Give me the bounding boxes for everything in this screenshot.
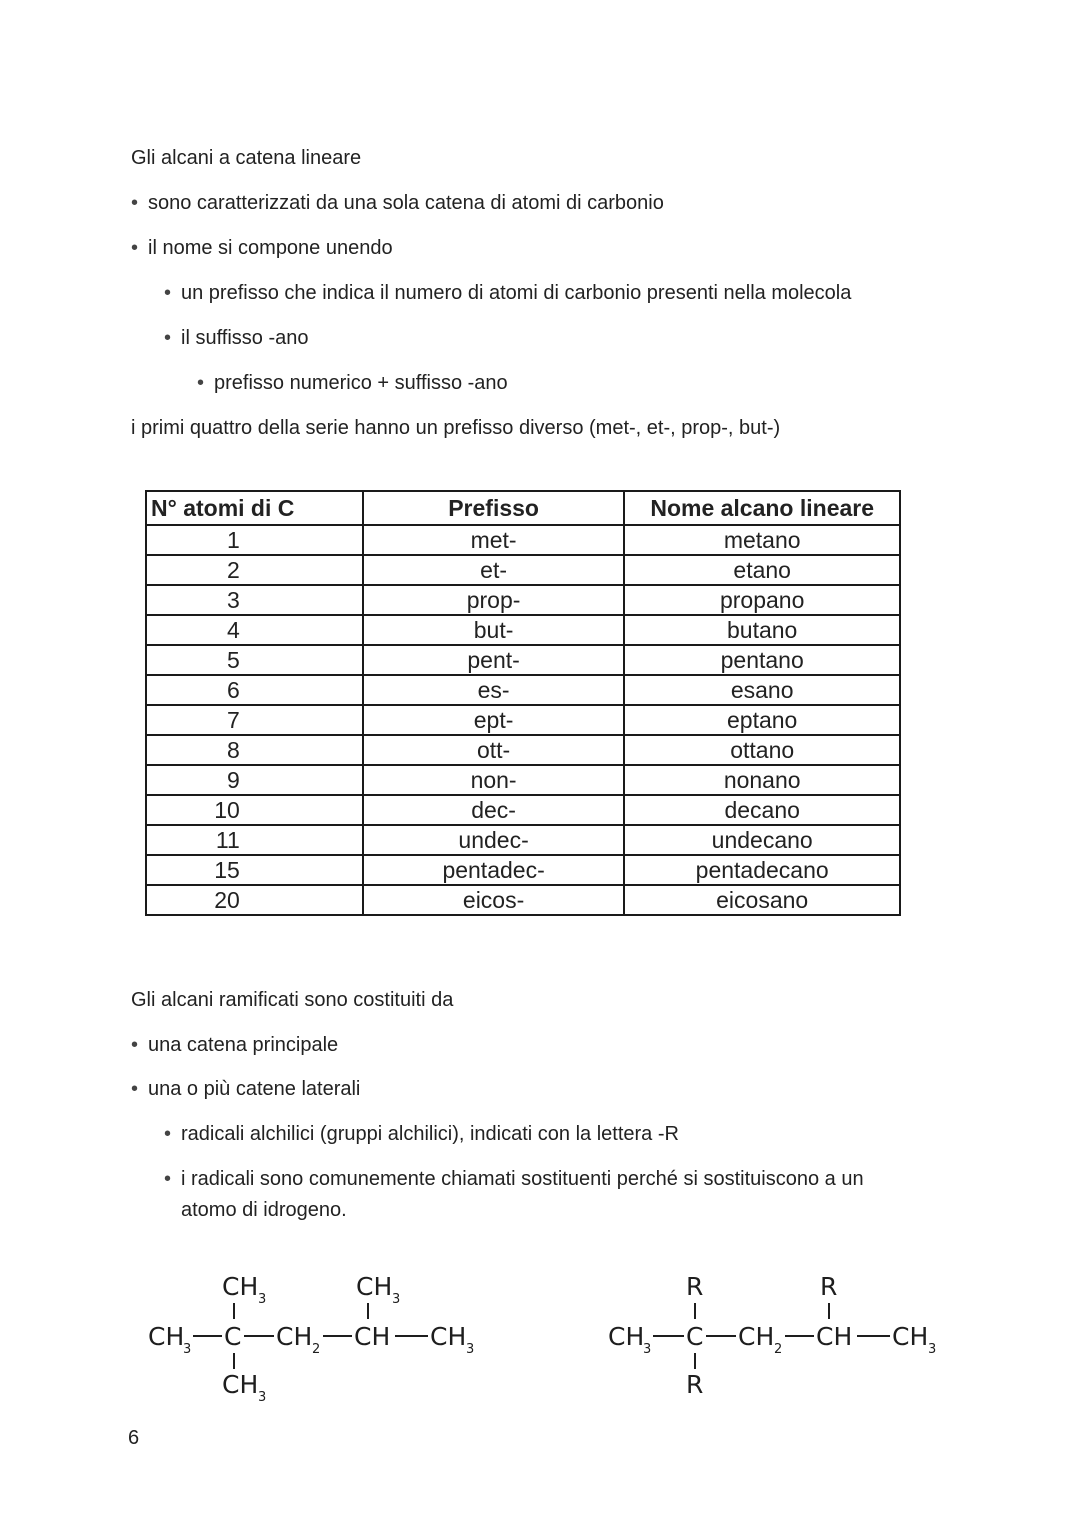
alkane-name-cell: ottano [624, 735, 900, 765]
linear-alkanes-heading: Gli alcani a catena lineare [131, 147, 362, 169]
table-row [146, 825, 900, 855]
table-row [146, 585, 900, 615]
carbon-count-cell: 20 [146, 885, 363, 915]
prefix-cell: ept- [363, 705, 625, 735]
carbon-count-cell: 8 [146, 735, 363, 765]
chain-sub2: 2 [312, 1342, 321, 1357]
carbon-count-cell: 10 [146, 795, 363, 825]
r-chain-ch-2: CH [738, 1322, 775, 1351]
branched-alkane-formula-example [140, 1265, 500, 1415]
alkane-name-cell: decano [624, 795, 900, 825]
table-row [146, 615, 900, 645]
r-chain-sub2: 2 [774, 1342, 783, 1357]
top-r-left: R [686, 1272, 704, 1301]
prefix-cell: but- [363, 615, 625, 645]
bullet-side-chains: • una o più catene laterali [148, 1077, 360, 1101]
carbon-count-cell: 5 [146, 645, 363, 675]
table-row [146, 795, 900, 825]
prefix-cell: dec- [363, 795, 625, 825]
prefix-cell: es- [363, 675, 625, 705]
carbon-count-cell: 6 [146, 675, 363, 705]
top-sub3-left: 3 [258, 1292, 267, 1307]
alkane-name-cell: metano [624, 525, 900, 555]
r-chain-c: C [686, 1322, 704, 1351]
table-row [146, 555, 900, 585]
subbullet-alkyl-radicals: • radicali alchilici (gruppi alchilici), indicati con la lettera -R [181, 1122, 679, 1146]
bottom-r: R [686, 1370, 704, 1399]
bullet-main-chain: • una catena principale [148, 1033, 338, 1057]
alkane-name-cell: undecano [624, 825, 900, 855]
chain-sub3-1: 3 [183, 1342, 192, 1357]
chain-sub3-4: 3 [466, 1342, 475, 1357]
alkane-name-cell: butano [624, 615, 900, 645]
alkane-name-cell: pentadecano [624, 855, 900, 885]
alkane-name-cell: eicosano [624, 885, 900, 915]
table-row [146, 525, 900, 555]
svg-text:CH [222, 1272, 258, 1301]
prefix-cell: eicos- [363, 885, 625, 915]
chain-ch-1: CH [148, 1322, 185, 1351]
subbullet-suffix: • il suffisso -ano [181, 326, 308, 350]
table-row [146, 735, 900, 765]
table-row [146, 675, 900, 705]
bullet-name-composition: • il nome si compone unendo [148, 236, 393, 260]
page-number: 6 [128, 1427, 140, 1449]
top-r-right: R [820, 1272, 838, 1301]
carbon-count-cell: 1 [146, 525, 363, 555]
table-row [146, 705, 900, 735]
prefix-cell: pent- [363, 645, 625, 675]
prefix-cell: met- [363, 525, 625, 555]
alkane-name-cell: esano [624, 675, 900, 705]
subsubbullet-formula: • prefisso numerico + suffisso -ano [214, 371, 508, 395]
carbon-count-cell: 15 [146, 855, 363, 885]
alkane-prefix-table [145, 490, 901, 916]
prefix-cell: undec- [363, 825, 625, 855]
generic-branched-alkane-formula [600, 1265, 960, 1415]
prefix-cell: pentadec- [363, 855, 625, 885]
carbon-count-cell: 11 [146, 825, 363, 855]
svg-text:CH [356, 1272, 392, 1301]
carbon-count-cell: 7 [146, 705, 363, 735]
r-chain-ch-1: CH [608, 1322, 645, 1351]
carbon-count-cell: 4 [146, 615, 363, 645]
table-row [146, 765, 900, 795]
r-chain-ch-3: CH [816, 1322, 853, 1351]
table-row [146, 645, 900, 675]
carbon-count-cell: 2 [146, 555, 363, 585]
top-sub3-right: 3 [392, 1292, 401, 1307]
r-chain-sub3-4: 3 [928, 1342, 937, 1357]
bottom-ch: CH [222, 1370, 259, 1399]
subbullet-prefix: • un prefisso che indica il numero di atomi di carbonio presenti nella molecola [181, 281, 851, 305]
chain-ch-4: CH [430, 1322, 467, 1351]
chain-ch-3: CH [354, 1322, 391, 1351]
table-row [146, 855, 900, 885]
prefix-cell: et- [363, 555, 625, 585]
chain-c: C [224, 1322, 242, 1351]
top-ch-right: CH [356, 1272, 393, 1301]
carbon-count-cell: 3 [146, 585, 363, 615]
chain-ch-2: CH [276, 1322, 313, 1351]
alkane-name-cell: eptano [624, 705, 900, 735]
header-carbon-count: N° atomi di C [146, 491, 363, 525]
table-header-row [146, 491, 900, 525]
alkane-name-cell: etano [624, 555, 900, 585]
table-row [146, 885, 900, 915]
header-alkane-name: Nome alcano lineare [624, 491, 900, 525]
prefix-cell: prop- [363, 585, 625, 615]
bottom-sub3: 3 [258, 1390, 267, 1405]
alkane-name-cell: nonano [624, 765, 900, 795]
prefix-cell: ott- [363, 735, 625, 765]
subbullet-substituents: • i radicali sono comunemente chiamati sostituenti perché si sostituiscono a un [181, 1167, 864, 1191]
substituents-continuation: atomo di idrogeno. [181, 1199, 347, 1221]
alkane-name-cell: pentano [624, 645, 900, 675]
branched-alkanes-heading: Gli alcani ramificati sono costituiti da [131, 989, 454, 1011]
r-chain-ch-4: CH [892, 1322, 929, 1351]
alkane-name-cell: propano [624, 585, 900, 615]
first-four-note: i primi quattro della serie hanno un prefisso diverso (met-, et-, prop-, but-) [131, 417, 781, 439]
r-chain-sub3-1: 3 [643, 1342, 652, 1357]
top-ch-left: CH [222, 1272, 259, 1301]
carbon-count-cell: 9 [146, 765, 363, 795]
header-prefix: Prefisso [363, 491, 625, 525]
prefix-cell: non- [363, 765, 625, 795]
bullet-single-chain: • sono caratterizzati da una sola catena di atomi di carbonio [148, 191, 664, 215]
